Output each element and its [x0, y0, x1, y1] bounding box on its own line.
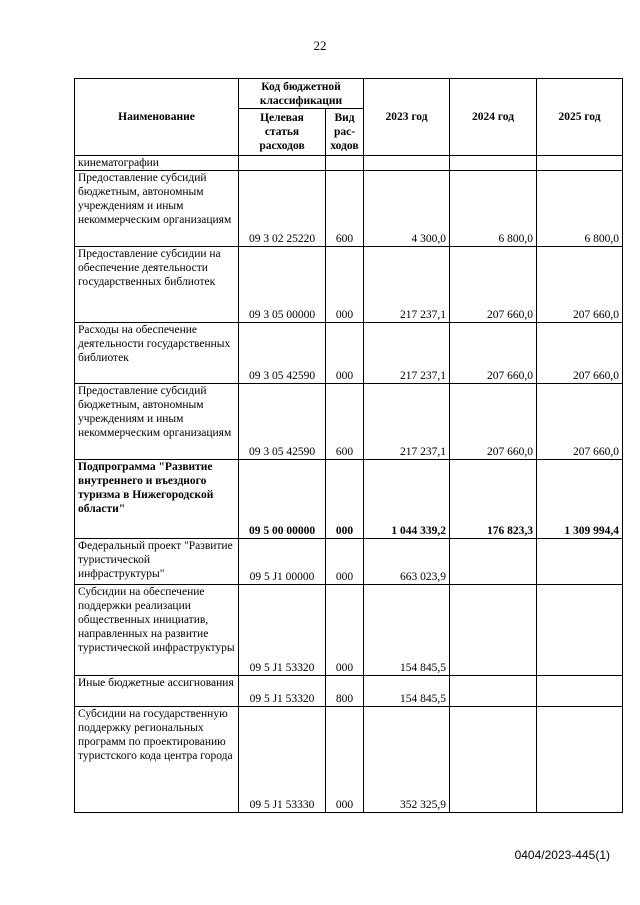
row-2023: 217 237,1 — [364, 384, 450, 460]
row-2024: 6 800,0 — [450, 171, 537, 247]
row-kind: 800 — [326, 676, 364, 707]
table-row — [75, 156, 623, 171]
table-row — [75, 707, 623, 813]
row-kind: 000 — [326, 323, 364, 384]
row-2023: 1 044 339,2 — [364, 460, 450, 539]
row-2023: 154 845,5 — [364, 585, 450, 676]
row-name: Расходы на обеспечение деятельности государственных библиотек — [75, 323, 239, 384]
row-kind: 000 — [326, 247, 364, 323]
row-2025: 207 660,0 — [537, 247, 623, 323]
header-2023: 2023 год — [364, 79, 450, 156]
row-2025: 207 660,0 — [537, 384, 623, 460]
row-code: 09 5 J1 53320 — [239, 676, 326, 707]
row-2024: 207 660,0 — [450, 384, 537, 460]
row-2023: 154 845,5 — [364, 676, 450, 707]
budget-table — [74, 78, 623, 813]
row-2024: 207 660,0 — [450, 323, 537, 384]
header-budget-code: Код бюджетной классификации — [239, 79, 364, 109]
row-name: кинематографии — [75, 156, 239, 171]
row-kind: 000 — [326, 707, 364, 813]
row-2025: 1 309 994,4 — [537, 460, 623, 539]
row-2024 — [450, 585, 537, 676]
row-kind: 000 — [326, 460, 364, 539]
row-2023: 217 237,1 — [364, 323, 450, 384]
row-2025 — [537, 156, 623, 171]
row-code: 09 3 02 25220 — [239, 171, 326, 247]
row-2025 — [537, 707, 623, 813]
row-name: Предоставление субсидий бюджетным, автономным учреждениям и иным некоммерческим организациям — [75, 171, 239, 247]
row-code: 09 3 05 42590 — [239, 384, 326, 460]
row-code: 09 5 J1 53320 — [239, 585, 326, 676]
row-2025 — [537, 539, 623, 585]
row-name: Субсидии на государственную поддержку региональных программ по проектированию туристского кода центра города — [75, 707, 239, 813]
document-code: 0404/2023-445(1) — [514, 848, 610, 862]
row-kind: 600 — [326, 171, 364, 247]
row-2024 — [450, 539, 537, 585]
row-name: Федеральный проект "Развитие туристической инфраструктуры" — [75, 539, 239, 585]
header-2024: 2024 год — [450, 79, 537, 156]
row-code: 09 3 05 00000 — [239, 247, 326, 323]
table-row — [75, 247, 623, 323]
row-kind: 600 — [326, 384, 364, 460]
row-name: Предоставление субсидии на обеспечение деятельности государственных библиотек — [75, 247, 239, 323]
page-number: 22 — [313, 38, 327, 53]
row-2024 — [450, 676, 537, 707]
row-2025 — [537, 585, 623, 676]
row-code — [239, 156, 326, 171]
row-2023: 352 325,9 — [364, 707, 450, 813]
row-code: 09 5 J1 53330 — [239, 707, 326, 813]
header-target-article: Целевая статья расходов — [239, 109, 326, 156]
row-code: 09 5 00 00000 — [239, 460, 326, 539]
row-2024 — [450, 156, 537, 171]
table-row — [75, 323, 623, 384]
table-row — [75, 384, 623, 460]
header-expense-type: Вид рас-ходов — [326, 109, 364, 156]
row-kind: 000 — [326, 585, 364, 676]
row-2024 — [450, 707, 537, 813]
row-name: Подпрограмма "Развитие внутреннего и въездного туризма в Нижегородской области" — [75, 460, 239, 539]
row-2023: 4 300,0 — [364, 171, 450, 247]
row-name: Предоставление субсидий бюджетным, автономным учреждениям и иным некоммерческим организациям — [75, 384, 239, 460]
row-2023: 663 023,9 — [364, 539, 450, 585]
row-code: 09 5 J1 00000 — [239, 539, 326, 585]
row-name: Субсидии на обеспечение поддержки реализации общественных инициатив, направленных на развитие туристической инфраструктуры — [75, 585, 239, 676]
row-code: 09 3 05 42590 — [239, 323, 326, 384]
table-row — [75, 539, 623, 585]
row-2023 — [364, 156, 450, 171]
row-2024: 207 660,0 — [450, 247, 537, 323]
row-2024: 176 823,3 — [450, 460, 537, 539]
table-row-subprogram — [75, 460, 623, 539]
header-name: Наименование — [75, 79, 239, 156]
row-kind: 000 — [326, 539, 364, 585]
row-2025: 6 800,0 — [537, 171, 623, 247]
header-2025: 2025 год — [537, 79, 623, 156]
row-2025 — [537, 676, 623, 707]
row-kind — [326, 156, 364, 171]
table-row — [75, 171, 623, 247]
row-name: Иные бюджетные ассигнования — [75, 676, 239, 707]
table-row — [75, 585, 623, 676]
row-2023: 217 237,1 — [364, 247, 450, 323]
table-row — [75, 676, 623, 707]
row-2025: 207 660,0 — [537, 323, 623, 384]
